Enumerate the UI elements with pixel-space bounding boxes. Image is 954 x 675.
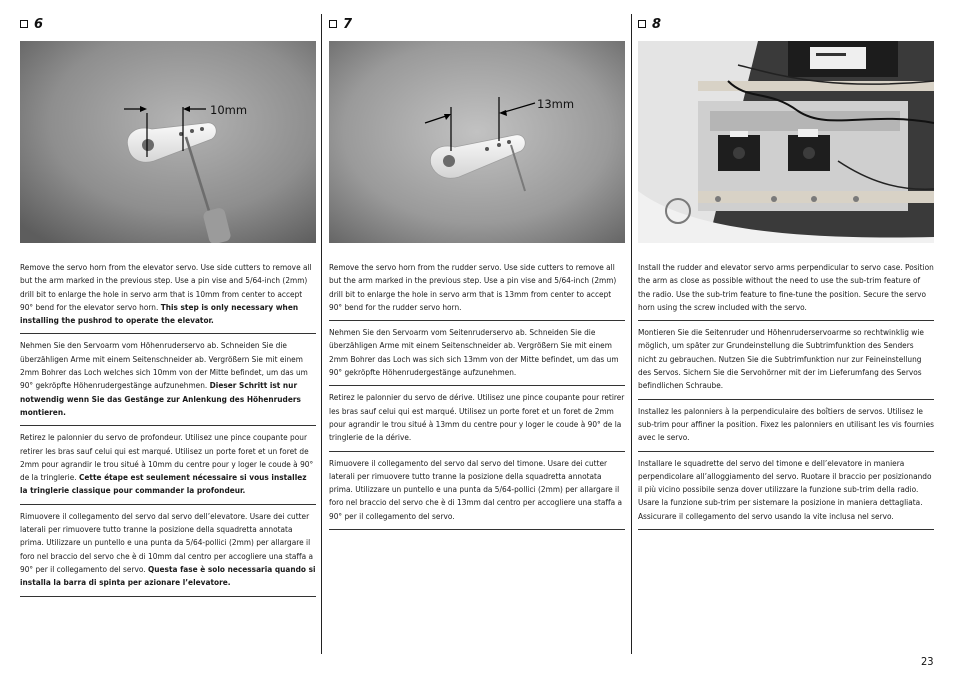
dimension-label: 13mm [537,97,575,111]
step-6-text [20,261,316,602]
step-7-photo [329,41,625,243]
step-number: 6 [34,16,44,32]
paragraph-english: Remove the servo horn from the rudder servo. Use side cutters to remove all but the arm marked in the previous step. Use a pin vise and 5/64-inch (2mm) drill bit to enlarge the hole in servo arm that is 13mm from center to accept 90° bend for the rudder servo horn. [329,261,625,321]
paragraph-english: Remove the servo horn from the elevator servo. Use side cutters to remove all but the arm marked in the previous step. Use a pin vise and 5/64-inch (2mm) drill bit to enlarge the hole in servo arm that is 10mm from center to accept 90° bend for the elevator servo horn. This step is only necessary when installing the pushrod to operate the elevator. [20,261,316,334]
paragraph-french: Retirez le palonnier du servo de dérive. Utilisez une pince coupante pour retirer les bras sauf celui qui est marqué. Utilisez un porte foret et un foret de 2mm pour agrandir le trou situé à 13mm du centre pour y loger le coude à 90° de la tringlerie de la dérive. [329,391,625,451]
step-7-column [329,14,625,521]
step-7-text [329,261,625,535]
paragraph-italian: Rimuovere il collegamento del servo dal servo del timone. Usare dei cutter laterali per rimuovere tutto tranne la posizione della squadretta annotata prima. Utilizzare un puntello e una punta da 5/64-pollici (2mm) per allargare il foro nel braccio del servo che è di 13mm dal centro per accogliere una staffa a 90° per il collegamento del servo. [329,457,625,530]
step-8-column [638,14,935,521]
paragraph-german: Nehmen Sie den Servoarm vom Seitenruderservo ab. Schneiden Sie die überzähligen Arme mit einem Seitenschneider ab. Vergrößern Sie mit einem 2mm Bohrer das Loch was sich sich 13mm von der Mitte befindet, um das um 90° gekröpfte Höhenrudergestänge aufzunehmen. [329,326,625,386]
paragraph-french: Retirez le palonnier du servo de profondeur. Utilisez une pince coupante pour retirer les bras sauf celui qui est marqué. Utilisez un porte foret et un foret de 2mm pour agrandir le trou situé à 10mm du centre pour y loger le coude à 90° de la tringlerie. Cette étape est seulement nécessaire si vous installez la tringlerie classique pour commander la profondeur. [20,431,316,504]
step-8-text [638,261,934,535]
dimension-label: 10mm [210,103,248,117]
paragraph-french: Installez les palonniers à la perpendiculaire des boîtiers de servos. Utilisez le sub-trim pour affiner la position. Fixez les palonniers en utilisant les vis fournies avec le servo. [638,405,934,452]
paragraph-english: Install the rudder and elevator servo arms perpendicular to servo case. Position the arm as close as possible without the need to use the sub-trim feature of the radio. Use the sub-trim feature to fine-tune the position. Secure the servo horn using the screw included with the servo. [638,261,934,321]
step-6-header [20,14,316,34]
step-6-photo [20,41,316,243]
paragraph-italian: Installare le squadrette del servo del timone e dell’elevatore in maniera perpendicolare all’alloggiamento del servo. Ruotare il braccio per posizionando il più vicino possibile senza dover utilizzare la funzione sub-trim della radio. Usare la funzione sub-trim per sistemare la posizione in maniera dettagliata. Assicurare il collegamento del servo usando la vite inclusa nel servo. [638,457,934,530]
step-number: 8 [652,16,662,32]
paragraph-german: Nehmen Sie den Servoarm vom Höhenruderservo ab. Schneiden Sie die überzähligen Arme mit einem Seitenschneider ab. Vergrößern Sie mit einem 2mm Bohrer das Loch welches sich 10mm von der Mitte befindet, um das um 90° gekröpfte Höhenrudergestänge aufzunehmen. Dieser Schritt ist nur notwendig wenn Sie das Gestänge zur Anlenkung des Höhenruders montieren. [20,339,316,426]
step-number: 7 [343,16,353,32]
step-8-header [638,14,934,34]
paragraph-italian: Rimuovere il collegamento del servo dal servo dell’elevatore. Usare dei cutter laterali per rimuovere tutto tranne la posizione della squadretta annotata prima. Utilizzare un puntello e una punta da 5/64-pollici (2mm) per allargare il foro nel braccio del servo che è di 10mm dal centro per accogliere una staffa a 90° per il collegamento del servo. Questa fase è solo necessaria quando si installa la barra di spinta per azionare l’elevatore. [20,510,316,597]
step-6-column [20,14,316,588]
step-8-photo [638,41,934,243]
checkbox-icon[interactable] [638,20,646,28]
paragraph-german: Montieren Sie die Seitenruder und Höhenruderservoarme so rechtwinklig wie möglich, um später zur Grundeinstellung die Subtrimfunktion des Senders nicht zu gebrauchen. Nutzen Sie die Subtrimfunktion nur zur Feineinstellung des Servos. Sichern Sie die Servohörner mit der im Lieferumfang des Servos befindlichen Schraube. [638,326,934,399]
column-divider-2 [631,14,632,654]
checkbox-icon[interactable] [20,20,28,28]
checkbox-icon[interactable] [329,20,337,28]
step-7-header [329,14,625,34]
page-number: 23 [921,655,934,668]
column-divider-1 [321,14,322,654]
